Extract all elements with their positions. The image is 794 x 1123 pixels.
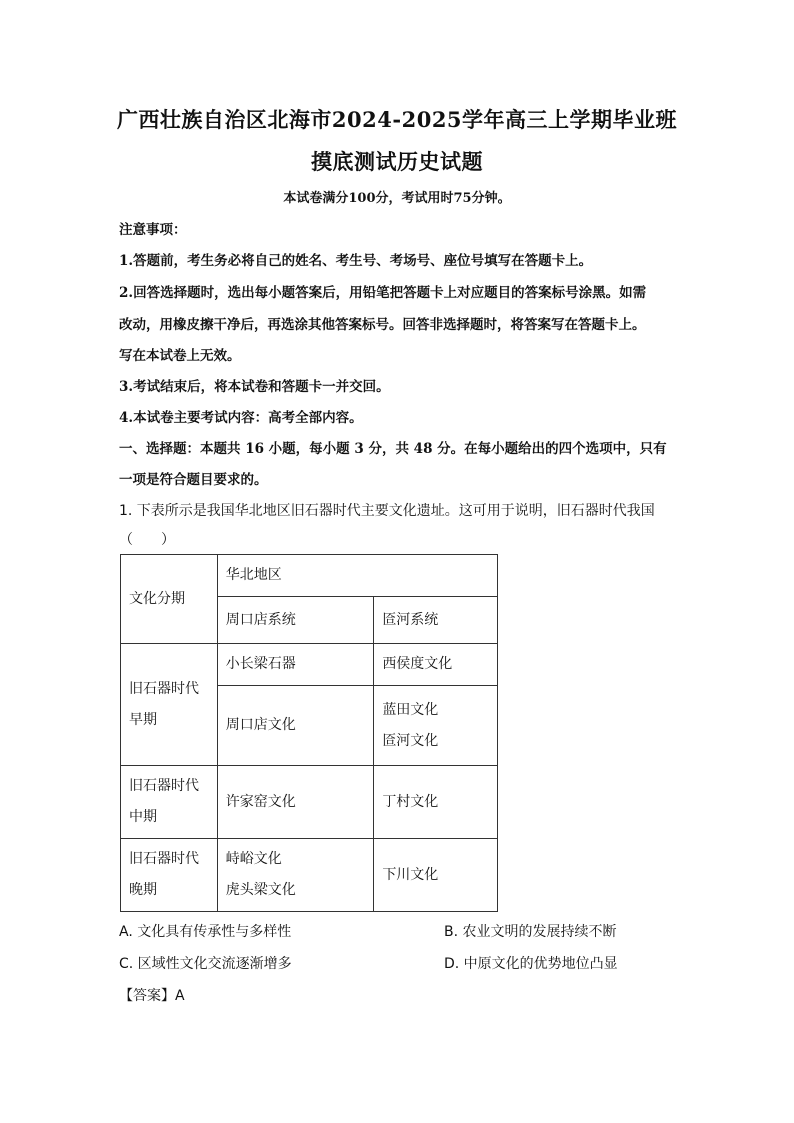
cell-early-1-kh: 西侯度文化 xyxy=(374,644,498,686)
cell-early-2-kh: 蓝田文化 匼河文化 xyxy=(374,686,498,766)
option-a: A. 文化具有传承性与多样性 xyxy=(119,924,292,940)
cell-middle-kh: 丁村文化 xyxy=(374,766,498,839)
cell-middle-zkd: 许家窑文化 xyxy=(217,766,374,839)
option-d: D. 中原文化的优势地位凸显 xyxy=(444,956,618,972)
note-2-line1: 2.回答选择题时，选出每小题答案后，用铅笔把答题卡上对应题目的答案标号涂黑。如需 xyxy=(119,285,647,301)
option-b: B. 农业文明的发展持续不断 xyxy=(444,924,617,940)
header-system-zhoukoudian: 周口店系统 xyxy=(217,597,374,644)
exam-title-line1: 广西壮族自治区北海市2024-2025学年高三上学期毕业班 xyxy=(116,107,678,132)
question-1-stem-line2: （ ） xyxy=(119,532,175,548)
option-c: C. 区域性文化交流逐渐增多 xyxy=(119,956,292,972)
cell-early-2-zkd: 周口店文化 xyxy=(217,686,374,766)
answer-label: 【答案】A xyxy=(119,988,185,1004)
note-3: 3.考试结束后，将本试卷和答题卡一并交回。 xyxy=(119,379,390,395)
note-2-line3: 写在本试卷上无效。 xyxy=(119,348,241,364)
cell-late-kh: 下川文化 xyxy=(374,839,498,912)
exam-subtitle: 本试卷满分100分，考试用时75分钟。 xyxy=(283,191,511,206)
header-system-kehe: 匼河系统 xyxy=(374,597,498,644)
section-heading-line1: 一、选择题：本题共 16 小题，每小题 3 分，共 48 分。在每小题给出的四个选项中，只有 xyxy=(119,441,667,457)
culture-sites-table xyxy=(120,554,498,912)
period-early: 旧石器时代 早期 xyxy=(121,644,218,766)
question-1-stem-line1: 1. 下表所示是我国华北地区旧石器时代主要文化遗址。这可用于说明，旧石器时代我国 xyxy=(119,503,655,519)
period-late: 旧石器时代 晚期 xyxy=(121,839,218,912)
notes-heading: 注意事项： xyxy=(119,222,187,238)
note-4: 4.本试卷主要考试内容：高考全部内容。 xyxy=(119,410,363,426)
period-middle: 旧石器时代 中期 xyxy=(121,766,218,839)
cell-early-1-zkd: 小长梁石器 xyxy=(217,644,374,686)
note-1: 1.答题前，考生务必将自己的姓名、考生号、考场号、座位号填写在答题卡上。 xyxy=(119,253,593,269)
note-2-line2: 改动，用橡皮擦干净后，再选涂其他答案标号。回答非选择题时，将答案写在答题卡上。 xyxy=(119,317,646,333)
cell-late-zkd: 峙峪文化 虎头梁文化 xyxy=(217,839,374,912)
exam-title-line2: 摸底测试历史试题 xyxy=(311,149,483,174)
header-region: 华北地区 xyxy=(217,555,497,597)
header-period: 文化分期 xyxy=(121,555,218,644)
section-heading-line2: 一项是符合题目要求的。 xyxy=(119,472,268,488)
